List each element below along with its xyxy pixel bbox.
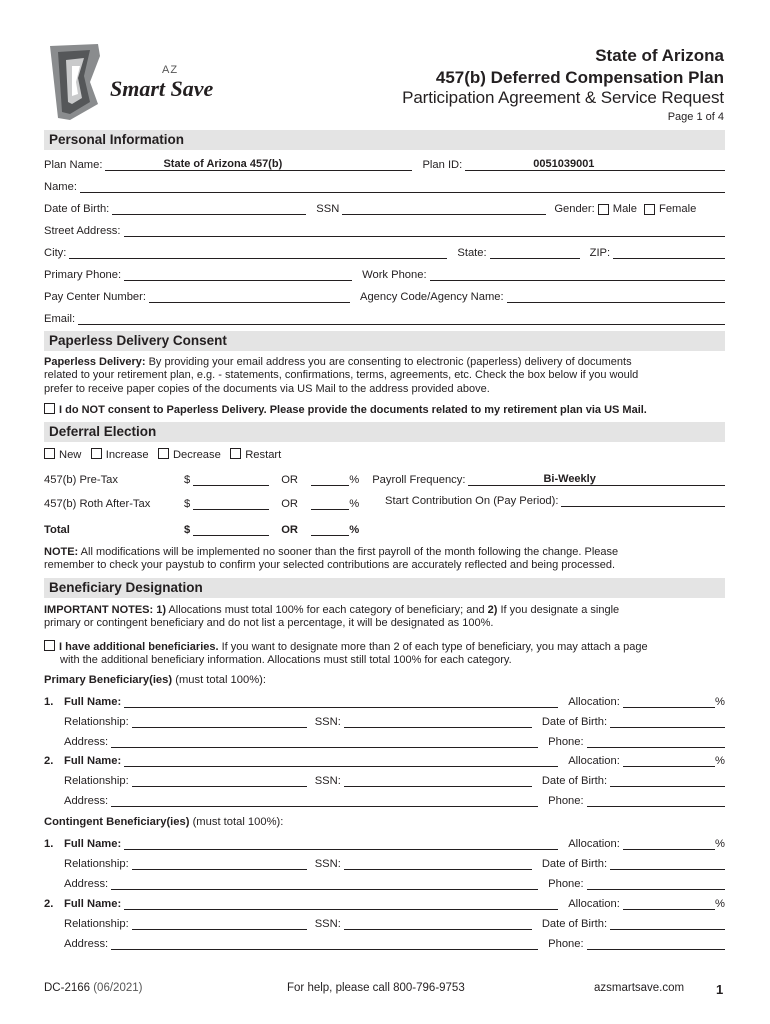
roth-amount-field[interactable] [193,498,269,510]
contingent-beneficiary-1-relationship-row [64,854,725,870]
total-dollar: $ [184,524,191,536]
paperless-optout-row [44,403,647,416]
increase-label: Increase [105,449,149,461]
work-phone-field[interactable] [430,269,725,281]
pretax-or: OR [281,474,299,486]
primary-beneficiary-1-relationship-label: Relationship: [64,716,129,728]
primary-beneficiary-2-relationship-row [64,771,725,787]
pay-center-field[interactable] [149,291,350,303]
az-smart-save-logo [44,42,234,122]
contingent-beneficiary-1-address-label: Address: [64,878,109,890]
plan-id-field[interactable] [465,159,725,171]
primary-beneficiary-1-phone-label: Phone: [548,736,584,748]
primary-beneficiary-1-dob-field[interactable] [610,716,725,728]
pretax-percent-field[interactable] [311,474,349,486]
contingent-beneficiary-2-ssn-field[interactable] [344,918,532,930]
section-personal-information: Personal Information [44,130,725,150]
primary-beneficiary-1-relationship-row [64,712,725,728]
pretax-dollar: $ [184,474,191,486]
paperless-optout-label: I do NOT consent to Paperless Delivery. Please provide the documents related to my retirement plan via US Mail. [59,404,647,416]
contingent-lead: Contingent Beneficiary(ies) [44,816,190,828]
start-label: Start Contribution On (Pay Period): [385,495,559,507]
primary-beneficiary-2-ssn-label: SSN: [314,775,341,787]
primary-beneficiary-2-allocation-pct: % [715,755,725,767]
deferral-note [44,546,727,573]
primary-lead: Primary Beneficiary(ies) [44,674,173,686]
primary-beneficiary-2-number: 2. [44,755,54,767]
total-or: OR [281,524,299,536]
paperless-text-1: By providing your email address you are consenting to electronic (paperless) delivery of documents [145,356,632,368]
primary-beneficiary-2-full-name-field[interactable] [124,755,558,767]
city-field[interactable] [69,247,447,259]
agency-label: Agency Code/Agency Name: [359,291,504,303]
form-date: (06/2021) [90,982,143,994]
primary-beneficiary-1-allocation-field[interactable] [623,696,715,708]
state-label: State: [457,247,487,259]
note-text-2: remember to check your paystub to confirm your selected contributions are accurately reflected and being processed. [44,559,616,572]
addl-lead: I have additional beneficiaries. [59,641,219,653]
primary-beneficiary-2-relationship-field[interactable] [132,775,307,787]
roth-dollar: $ [184,498,191,510]
start-contribution-row [385,491,725,507]
plan-row [44,155,725,171]
phone-row [44,265,725,281]
imp-text-a: Allocations must total 100% for each category of beneficiary; and [166,604,488,616]
primary-beneficiary-1-allocation-label: Allocation: [568,696,620,708]
addl-text-2: with the additional beneficiary information. Allocations must still total 100% for each category. [60,654,512,667]
total-row [44,520,725,536]
contingent-beneficiary-2-dob-label: Date of Birth: [541,918,608,930]
additional-beneficiaries-checkbox[interactable] [44,640,55,651]
increase-checkbox[interactable] [91,448,102,459]
contingent-beneficiary-2-full-name-label: Full Name: [64,898,122,910]
pretax-row [44,470,725,486]
payroll-label: Payroll Frequency: [372,474,466,486]
contingent-beneficiary-1-phone-field[interactable] [587,878,725,890]
contingent-note: (must total 100%): [189,816,284,828]
contingent-beneficiary-2-address-field[interactable] [111,938,538,950]
section-deferral-election: Deferral Election [44,422,725,442]
form-id: DC-2166 [44,982,91,994]
section-beneficiary-designation: Beneficiary Designation [44,578,725,598]
roth-or: OR [281,498,299,510]
section-paperless-delivery: Paperless Delivery Consent [44,331,725,351]
decrease-label: Decrease [172,449,221,461]
plan-name-value: State of Arizona 457(b) [163,158,283,170]
start-field[interactable] [561,495,725,507]
zip-label: ZIP: [589,247,611,259]
primary-beneficiary-1-full-name-label: Full Name: [64,696,122,708]
primary-beneficiary-1-ssn-field[interactable] [344,716,532,728]
restart-label: Restart [245,449,282,461]
paperless-paragraph [44,356,727,396]
email-label: Email: [44,313,76,325]
pretax-label: 457(b) Pre-Tax [44,474,118,486]
primary-phone-label: Primary Phone: [44,269,122,281]
email-row [44,309,725,325]
primary-beneficiary-1-allocation-pct: % [715,696,725,708]
contingent-beneficiary-1-ssn-field[interactable] [344,858,532,870]
gender-male-checkbox[interactable] [598,204,609,215]
total-percent-field[interactable] [311,524,349,536]
contingent-beneficiary-2-relationship-row [64,914,725,930]
paperless-lead: Paperless Delivery: [44,356,146,368]
note-text-1: All modifications will be implemented no sooner than the first payroll of the month following the change. Please [78,546,619,558]
note-lead: NOTE: [44,546,79,558]
street-field[interactable] [124,225,726,237]
contingent-beneficiary-1-relationship-field[interactable] [132,858,307,870]
primary-beneficiary-2-name-row [44,751,725,767]
zip-field[interactable] [613,247,725,259]
imp-lead: IMPORTANT NOTES: 1) [44,604,167,616]
website: azsmartsave.com [594,982,685,994]
primary-beneficiary-1-full-name-field[interactable] [124,696,558,708]
pay-center-label: Pay Center Number: [44,291,146,303]
roth-percent-field[interactable] [311,498,349,510]
dob-row [44,199,725,215]
restart-checkbox[interactable] [230,448,241,459]
primary-beneficiary-2-address-row [64,791,725,807]
primary-beneficiary-1-ssn-label: SSN: [314,716,341,728]
name-row [44,177,725,193]
total-pct: % [349,524,360,536]
dob-label: Date of Birth: [44,203,110,215]
contingent-beneficiary-2-allocation-field[interactable] [623,898,715,910]
primary-beneficiary-1-dob-label: Date of Birth: [541,716,608,728]
contingent-beneficiary-1-address-field[interactable] [111,878,538,890]
ssn-label: SSN [316,203,340,215]
city-row [44,243,725,259]
primary-beneficiary-2-phone-field[interactable] [587,795,725,807]
city-label: City: [44,247,67,259]
paperless-text-3: prefer to receive paper copies of the documents via US Mail to the address provided above. [44,382,490,395]
ssn-field[interactable] [342,203,546,215]
contingent-beneficiary-1-name-row [44,834,725,850]
agency-field[interactable] [507,291,725,303]
gender-label: Gender: [554,203,595,215]
roth-label: 457(b) Roth After-Tax [44,498,151,510]
decrease-checkbox[interactable] [158,448,169,459]
contingent-beneficiary-1-address-row [64,874,725,890]
street-row [44,221,725,237]
primary-note: (must total 100%): [172,674,266,686]
primary-beneficiary-1-address-label: Address: [64,736,109,748]
page-number: 1 [716,982,724,997]
deferral-type-row [44,448,281,461]
contingent-beneficiary-2-ssn-label: SSN: [314,918,341,930]
primary-phone-field[interactable] [124,269,352,281]
primary-heading [44,674,266,686]
form-number [44,982,142,994]
help-phone: For help, please call 800-796-9753 [287,982,465,994]
primary-beneficiary-2-allocation-field[interactable] [623,755,715,767]
email-field[interactable] [78,313,725,325]
plan-name-field[interactable] [105,159,412,171]
contingent-beneficiary-1-allocation-label: Allocation: [568,838,620,850]
contingent-beneficiary-1-dob-field[interactable] [610,858,725,870]
contingent-beneficiary-2-address-label: Address: [64,938,109,950]
logo-name-text: Smart Save [110,76,214,101]
contingent-beneficiary-1-allocation-field[interactable] [623,838,715,850]
contingent-beneficiary-1-number: 1. [44,838,54,850]
primary-beneficiary-1-phone-field[interactable] [587,736,725,748]
pretax-pct: % [349,474,360,486]
primary-beneficiary-1-name-row [44,692,725,708]
new-label: New [59,449,82,461]
primary-beneficiary-2-phone-label: Phone: [548,795,584,807]
primary-beneficiary-2-dob-label: Date of Birth: [541,775,608,787]
primary-beneficiary-1-number: 1. [44,696,54,708]
contingent-beneficiary-1-relationship-label: Relationship: [64,858,129,870]
primary-beneficiary-2-address-label: Address: [64,795,109,807]
contingent-beneficiary-2-address-row [64,934,725,950]
contingent-beneficiary-1-full-name-field[interactable] [124,838,558,850]
page-indicator: Page 1 of 4 [667,111,724,123]
primary-beneficiary-2-relationship-label: Relationship: [64,775,129,787]
imp-text-2: primary or contingent beneficiary and do not list a percentage, it will be designated as 100%. [44,617,494,630]
addl-text: If you want to designate more than 2 of each type of beneficiary, you may attach a page [218,641,648,653]
contingent-beneficiary-1-phone-label: Phone: [548,878,584,890]
primary-beneficiary-1-relationship-field[interactable] [132,716,307,728]
dob-field[interactable] [112,203,306,215]
title-line-3: Participation Agreement & Service Request [402,88,724,107]
additional-beneficiaries-block [44,640,727,668]
primary-beneficiary-2-allocation-label: Allocation: [568,755,620,767]
payroll-field[interactable] [468,474,725,486]
contingent-beneficiary-1-ssn-label: SSN: [314,858,341,870]
contingent-beneficiary-2-full-name-field[interactable] [124,898,558,910]
contingent-beneficiary-2-relationship-label: Relationship: [64,918,129,930]
contingent-beneficiary-2-allocation-label: Allocation: [568,898,620,910]
pretax-amount-field[interactable] [193,474,269,486]
primary-beneficiary-2-full-name-label: Full Name: [64,755,122,767]
name-field[interactable] [80,181,725,193]
paperless-text-2: related to your retirement plan, e.g. - statements, confirmations, terms, agreements, etc. Check the box below if you would [44,369,639,382]
title-line-2: 457(b) Deferred Compensation Plan [435,68,724,87]
contingent-beneficiary-2-name-row [44,894,725,910]
contingent-heading [44,816,283,828]
contingent-beneficiary-2-relationship-field[interactable] [132,918,307,930]
contingent-beneficiary-1-full-name-label: Full Name: [64,838,122,850]
new-checkbox[interactable] [44,448,55,459]
contingent-beneficiary-2-phone-field[interactable] [587,938,725,950]
total-amount-field[interactable] [193,524,269,536]
plan-id-label: Plan ID: [422,159,463,171]
contingent-beneficiary-1-dob-label: Date of Birth: [541,858,608,870]
imp-two: 2) [487,604,498,616]
contingent-beneficiary-2-number: 2. [44,898,54,910]
contingent-beneficiary-2-dob-field[interactable] [610,918,725,930]
primary-beneficiary-1-address-field[interactable] [111,736,538,748]
street-label: Street Address: [44,225,121,237]
contingent-beneficiary-2-allocation-pct: % [715,898,725,910]
logo-az-text: AZ [162,64,179,76]
gender-female-label: Female [659,203,697,215]
primary-beneficiary-2-dob-field[interactable] [610,775,725,787]
contingent-beneficiary-1-allocation-pct: % [715,838,725,850]
primary-beneficiary-2-address-field[interactable] [111,795,538,807]
gender-male-label: Male [612,203,637,215]
state-field[interactable] [490,247,580,259]
work-phone-label: Work Phone: [362,269,427,281]
contingent-beneficiary-2-phone-label: Phone: [548,938,584,950]
roth-pct: % [349,498,360,510]
name-label: Name: [44,181,77,193]
imp-text-b: If you designate a single [497,604,620,616]
total-label: Total [44,524,70,536]
plan-id-value: 0051039001 [533,158,595,170]
paperless-optout-checkbox[interactable] [44,403,55,414]
payroll-value: Bi-Weekly [543,473,596,485]
plan-name-label: Plan Name: [44,159,103,171]
primary-beneficiary-2-ssn-field[interactable] [344,775,532,787]
title-line-1: State of Arizona [595,46,724,65]
gender-female-checkbox[interactable] [644,204,655,215]
primary-beneficiary-1-address-row [64,732,725,748]
beneficiary-important-notes [44,604,727,631]
pay-center-row [44,287,725,303]
